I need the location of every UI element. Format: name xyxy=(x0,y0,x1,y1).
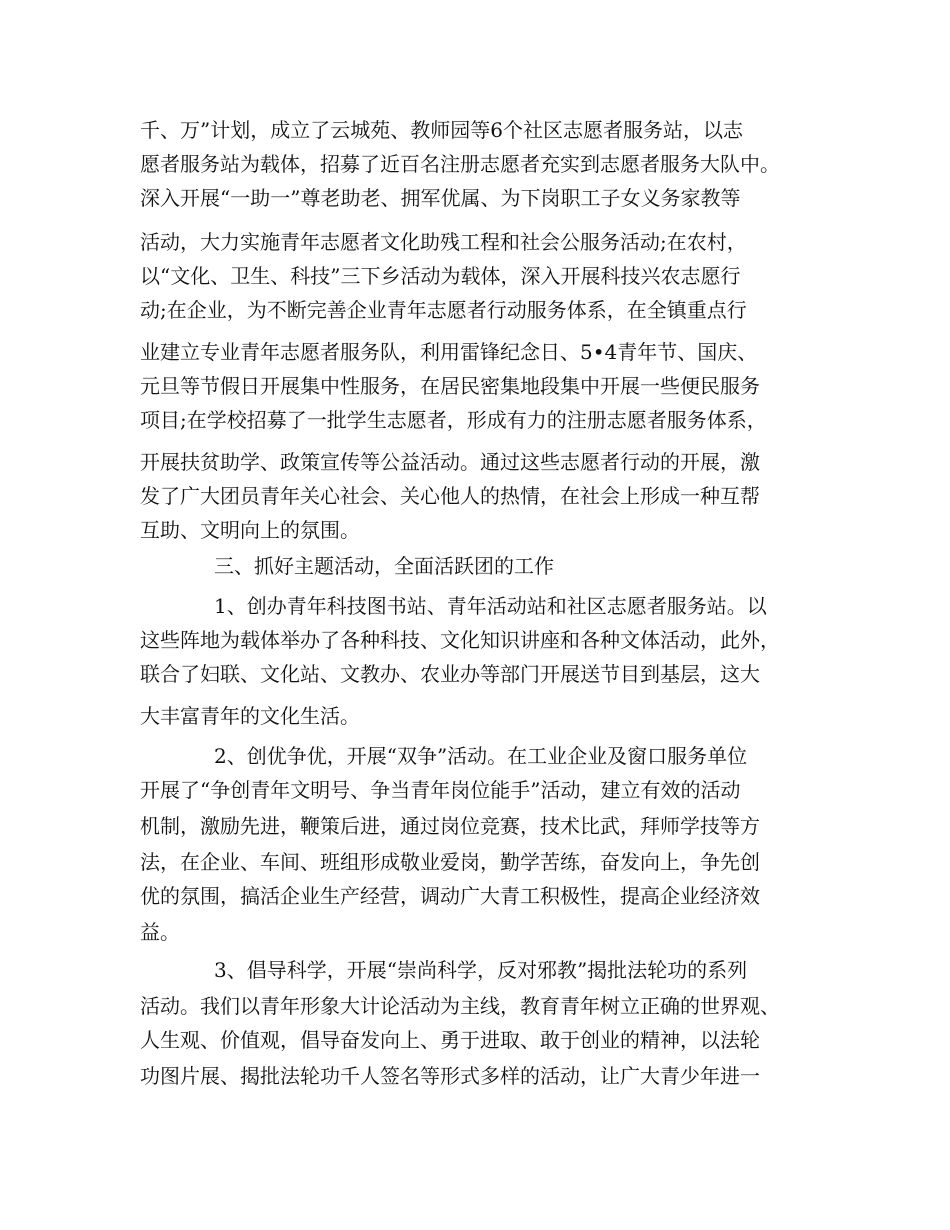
text-line: 项目;在学校招募了一批学生志愿者，形成有力的注册志愿者服务体系， xyxy=(140,408,767,432)
text-line: 以“文化、卫生、科技”三下乡活动为载体，深入开展科技兴农志愿行 xyxy=(140,264,741,288)
text-line: 开展扶贫助学、政策宣传等公益活动。通过这些志愿者行动的开展，激 xyxy=(140,450,760,474)
text-line: 元旦等节假日开展集中性服务，在居民密集地段集中开展一些便民服务 xyxy=(140,374,760,398)
text-line: 2、创优争优，开展“双争”活动。在工业企业及窗口服务单位 xyxy=(214,744,748,768)
text-line: 功图片展、揭批法轮功千人签名等形式多样的活动，让广大青少年进一 xyxy=(140,1064,760,1088)
text-line: 深入开展“一助一”尊老助老、拥军优属、为下岗职工子女义务家教等 xyxy=(140,186,741,210)
text-line: 开展了“争创青年文明号、争当青年岗位能手”活动，建立有效的活动 xyxy=(140,778,741,802)
text-line: 业建立专业青年志愿者服务队，利用雷锋纪念日、5•4青年节、国庆、 xyxy=(140,340,758,364)
text-line: 机制，激励先进，鞭策后进，通过岗位竞赛，技术比武，拜师学技等方 xyxy=(140,814,760,838)
text-line: 优的氛围，搞活企业生产经营，调动广大青工积极性，提高企业经济效 xyxy=(140,884,760,908)
text-line: 1、创办青年科技图书站、青年活动站和社区志愿者服务站。以 xyxy=(214,594,767,618)
text-line: 互助、文明向上的氛围。 xyxy=(140,518,360,542)
text-line: 这些阵地为载体举办了各种科技、文化知识讲座和各种文体活动，此外， xyxy=(140,628,780,652)
text-line: 活动。我们以青年形象大计论活动为主线，教育青年树立正确的世界观、 xyxy=(140,994,780,1018)
text-line: 益。 xyxy=(140,920,180,944)
section-heading: 三、抓好主题活动，全面活跃团的工作 xyxy=(214,554,554,578)
text-line: 千、万”计划，成立了云城苑、教师园等6个社区志愿者服务站，以志 xyxy=(140,118,743,142)
text-line: 动;在企业，为不断完善企业青年志愿者行动服务体系，在全镇重点行 xyxy=(140,298,747,322)
text-line: 3、倡导科学，开展“崇尚科学，反对邪教”揭批法轮功的系列 xyxy=(214,958,748,982)
text-line: 联合了妇联、文化站、文教办、农业办等部门开展送节目到基层，这大 xyxy=(140,662,760,686)
text-line: 法，在企业、车间、班组形成敬业爱岗，勤学苦练，奋发向上，争先创 xyxy=(140,850,760,874)
text-line: 发了广大团员青年关心社会、关心他人的热情，在社会上形成一种互帮 xyxy=(140,484,760,508)
text-line: 活动，大力实施青年志愿者文化助残工程和社会公服务活动;在农村， xyxy=(140,230,747,254)
text-line: 人生观、价值观，倡导奋发向上、勇于进取、敢于创业的精神，以法轮 xyxy=(140,1028,760,1052)
text-line: 愿者服务站为载体，招募了近百名注册志愿者充实到志愿者服务大队中。 xyxy=(140,152,780,176)
text-line: 大丰富青年的文化生活。 xyxy=(140,704,360,728)
